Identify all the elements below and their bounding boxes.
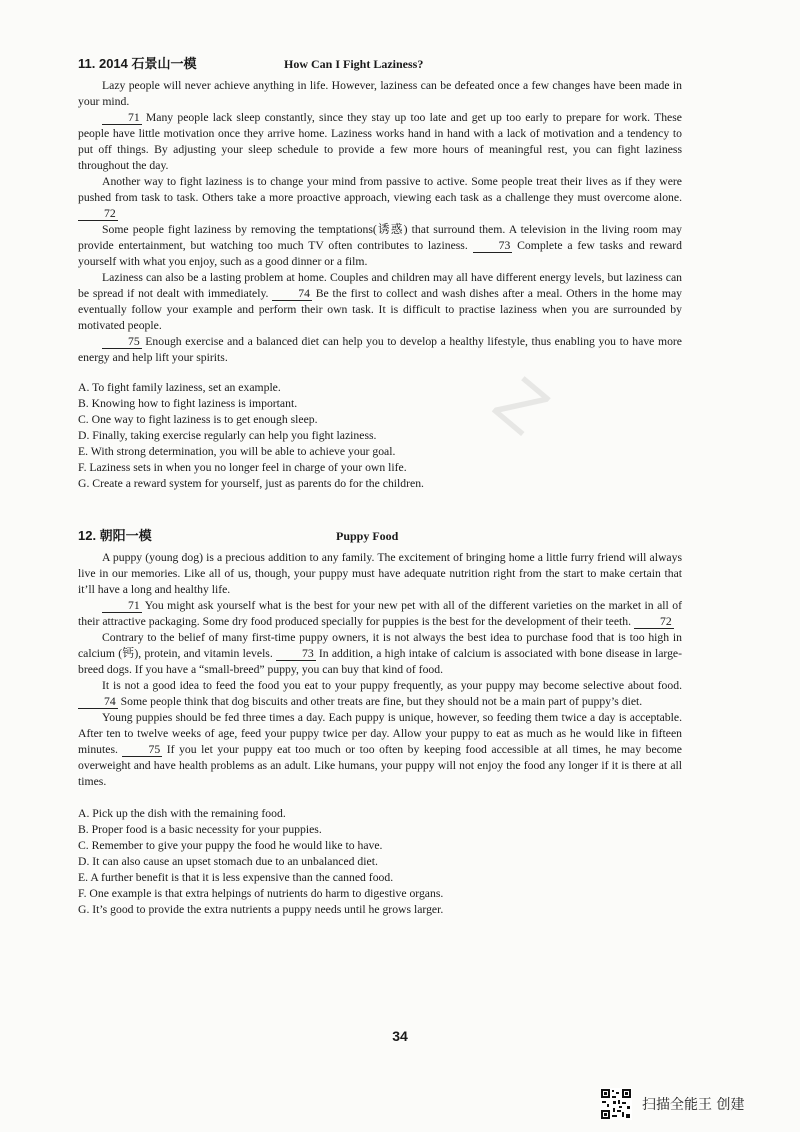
answer-blank: 73 [276,647,316,661]
option-g: G. Create a reward system for yourself, just as parents do for the children. [78,477,424,490]
option-d: D. It can also cause an upset stomach due to an unbalanced diet. [78,855,378,868]
options-list [78,806,682,918]
option-f: F. Laziness sets in when you no longer feel in charge of your own life. [78,461,407,474]
answer-blank: 71 [102,111,142,125]
paragraph: It is not a good idea to feed the food you eat to your puppy frequently, as your puppy may become selective about food. 74 Some people think that dog biscuits and other treats are fine, but they should not be a main part of puppy’s diet. [78,678,682,710]
answer-blank: 72 [78,207,118,221]
paragraph: Contrary to the belief of many first-time puppy owners, it is not always the best idea to purchase food that is too high in calcium (钙), protein, and vitamin levels. 73 In addition, a high intake of calcium is associated with bone disease in large-breed dogs. If you have a “small-breed” puppy, you can buy that kind of food. [78,631,682,676]
paragraph: Laziness can also be a lasting problem at home. Couples and children may all have different energy levels, but laziness can be spread if not dealt with immediately. 74 Be the first to collect and wash dishes after a meal. Others in the home may eventually follow your example and perform their own task. It is difficult to practise laziness when you are surrounded by motivated people. [78,271,682,332]
scanner-credit-text: 扫描全能王 创建 [642,1097,745,1113]
paragraph: Another way to fight laziness is to change your mind from passive to active. Some people treat their lives as if they were pushed from task to task. Others take a more proactive approach, viewing each task as a challenge they must overcome alone. 72 [78,175,682,220]
option-f: F. One example is that extra helpings of nutrients do harm to digestive organs. [78,887,444,900]
section-title: How Can I Fight Laziness? [284,57,424,71]
reading-section-1 [78,56,682,492]
scanner-footer [600,1088,790,1122]
option-b: B. Knowing how to fight laziness is important. [78,397,298,410]
options-list [78,380,682,492]
paragraph: 75 Enough exercise and a balanced diet can help you to develop a healthy lifestyle, thus enabling you to have more energy and help lift your spirits. [78,335,682,364]
answer-blank: 72 [634,615,674,629]
watermark-letter: Z [480,361,564,449]
paragraph: 71 You might ask yourself what is the best for your new pet with all of the different varieties on the market in all of their attractive packaging. Some dry food produced specially for puppies is the best for the development of their teeth. 72 [78,599,682,628]
paragraph: Lazy people will never achieve anything in life. However, laziness can be defeated once a few changes have been made in your mind. [78,79,682,108]
option-c: C. Remember to give your puppy the food he would like to have. [78,839,383,852]
answer-blank: 74 [78,695,118,709]
option-d: D. Finally, taking exercise regularly can help you fight laziness. [78,429,377,442]
page-number: 34 [392,1028,408,1044]
option-e: E. A further benefit is that it is less expensive than the canned food. [78,871,394,884]
option-b: B. Proper food is a basic necessity for your puppies. [78,823,322,836]
option-e: E. With strong determination, you will be able to achieve your goal. [78,445,396,458]
paragraph: Some people fight laziness by removing the temptations(诱惑) that surround them. A television in the living room may provide entertainment, but watching too much TV often contributes to laziness. 73 Complete a few tasks and reward yourself with what you enjoy, such as a good dinner or a film. [78,223,682,268]
section-header [78,528,682,550]
section-header [78,56,682,78]
option-a: A. To fight family laziness, set an example. [78,381,281,394]
section-title: Puppy Food [336,529,399,543]
paragraph: A puppy (young dog) is a precious addition to any family. The excitement of bringing home a little furry friend will always live in our memories. Like all of us, though, your puppy must have adequate nutrition right from the start to make certain that it’ll have a long and healthy life. [78,551,682,596]
answer-blank: 75 [102,335,142,349]
option-g: G. It’s good to provide the extra nutrients a puppy needs until he grows larger. [78,903,444,916]
answer-blank: 74 [272,287,312,301]
paragraph: 71 Many people lack sleep constantly, since they stay up too late and get up too early to prepare for work. These people have little motivation once they arrive home. Laziness works hand in hand with a lack of motivation and a tendency to put off things. By adjusting your sleep schedule to provide a few more hours of meaningful rest, you can fight laziness throughout the day. [78,111,682,172]
option-c: C. One way to fight laziness is to get enough sleep. [78,413,318,426]
answer-blank: 71 [102,599,142,613]
paragraph: Young puppies should be fed three times a day. Each puppy is unique, however, so feeding them twice a day is acceptable. After ten to twelve weeks of age, feed your puppy twice per day. Allow your puppy to eat as much as he would like in fifteen minutes. 75 If you let your puppy eat too much or too often by keeping food accessible at all times, he may become overweight and have health problems as an adult. Like humans, your puppy will not enjoy the food any longer if it is there at all times. [78,711,682,788]
reading-section-2 [78,528,682,918]
section-number: 11. 2014 石景山一模 [78,56,197,71]
answer-blank: 73 [473,239,513,253]
option-a: A. Pick up the dish with the remaining food. [78,807,286,820]
qr-code-icon [600,1088,632,1120]
answer-blank: 75 [122,743,162,757]
section-number: 12. 朝阳一模 [78,528,152,543]
